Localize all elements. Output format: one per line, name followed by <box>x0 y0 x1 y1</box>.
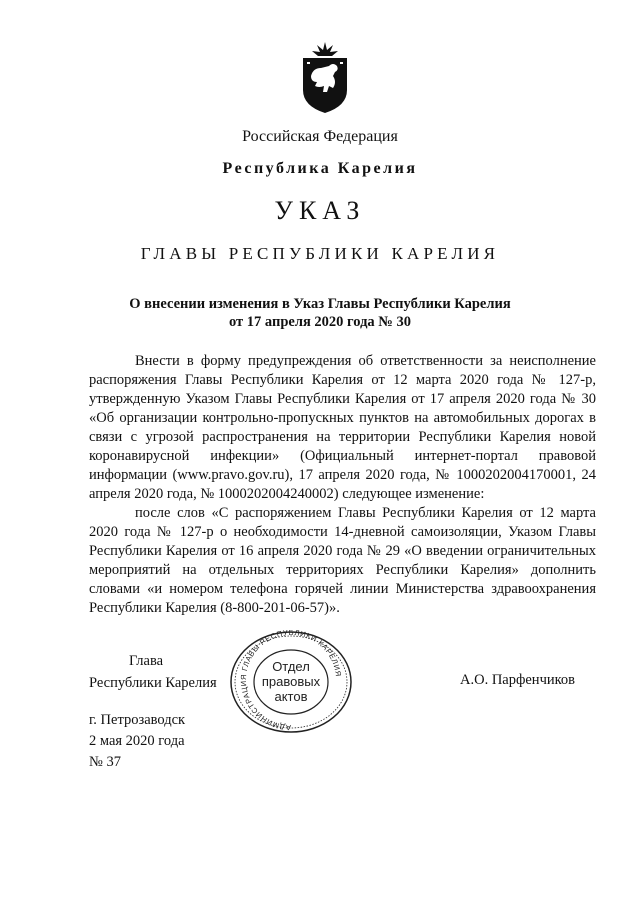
body-paragraph-2: после слов «С распоряжением Главы Республики Карелия от 12 марта 2020 года № 127-р о необходимости 14-дневной самоизоляции, Указом Главы Республики Карелия от 16 апреля 2020 года № 29 «О введении ограничительных мероприятий на отдельных территориях Республики Карелия» дополнить словами «и номером телефона горячей линии Министерства здравоохранения Республики Карелия (8-800-201-06-57)». <box>89 505 596 616</box>
document-title-line-2: от 17 апреля 2020 года № 30 <box>228 314 412 330</box>
document-body <box>89 352 596 618</box>
signatory-title-line-1: Глава <box>129 653 164 669</box>
document-type: УКАЗ <box>274 196 366 225</box>
issue-number: № 37 <box>89 754 121 770</box>
stamp-line-3: актов <box>274 689 308 704</box>
signatory-name: А.О. Парфенчиков <box>460 672 576 688</box>
issue-place: г. Петрозаводск <box>89 712 186 728</box>
country-name: Российская Федерация <box>242 128 398 145</box>
issue-details <box>89 710 185 773</box>
coat-of-arms-emblem <box>299 42 351 114</box>
issuing-authority: ГЛАВЫ РЕСПУБЛИКИ КАРЕЛИЯ <box>140 244 500 263</box>
stamp-ring-text: АДМИНИСТРАЦИЯ ГЛАВЫ РЕСПУБЛИКИ КАРЕЛИЯ <box>238 630 343 733</box>
document-title <box>0 295 640 331</box>
signatory-title-line-2: Республики Карелия <box>89 675 217 691</box>
stamp-line-1: Отдел <box>272 659 310 674</box>
document-title-line-1: О внесении изменения в Указ Главы Республики Карелия <box>129 296 511 312</box>
issue-date: 2 мая 2020 года <box>89 733 185 749</box>
signatory-title <box>89 650 217 694</box>
official-stamp <box>228 630 354 734</box>
republic-name: Республика Карелия <box>222 160 418 177</box>
body-paragraph-1: Внести в форму предупреждения об ответственности за неисполнение распоряжения Главы Республики Карелия от 12 марта 2020 года № 127-р, утвержденную Указом Главы Республики Карелия от 17 апреля 2020 года № 30 «Об организации контрольно-пропускных пунктов на автомобильных дорогах в связи с угрозой распространения на территории Республики Карелия новой коронавирусной инфекции» (Официальный интернет-портал правовой информации (www.pravo.gov.ru), 17 апреля 2020 года, № 1000202004170001, 24 апреля 2020 года, № 1000202004240002) следующее изменение: <box>89 353 596 502</box>
stamp-line-2: правовых <box>261 674 321 689</box>
